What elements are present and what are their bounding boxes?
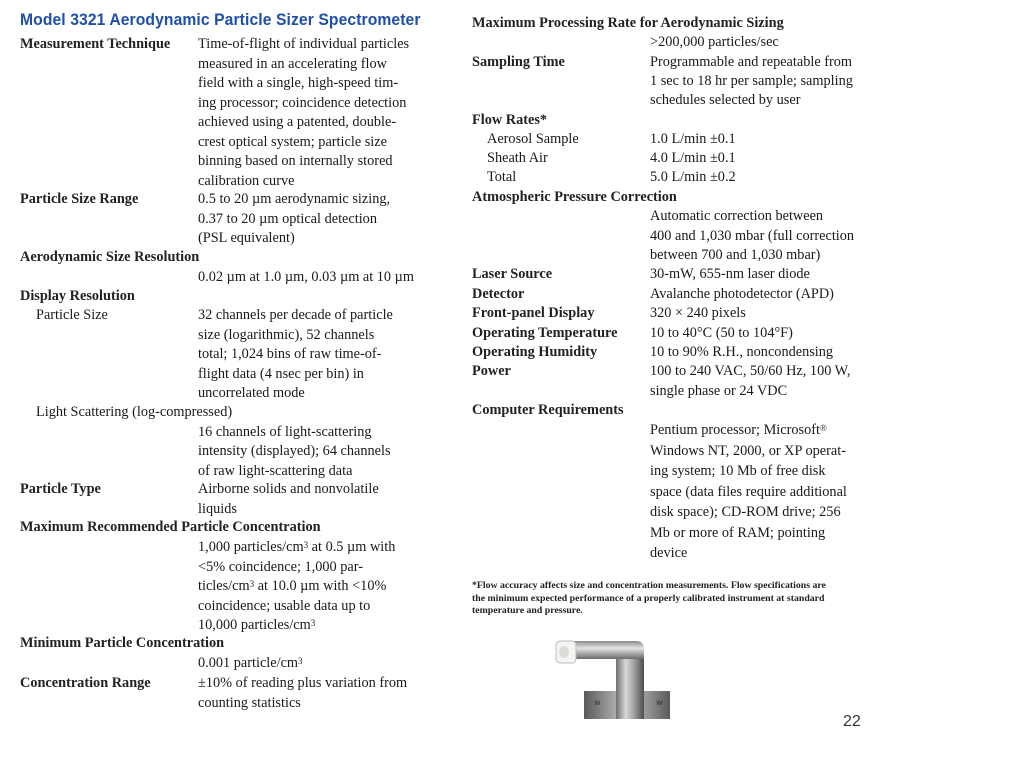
max-concentration-label: Maximum Recommended Particle Concentration xyxy=(20,519,321,535)
spec-value-line: Windows NT, 2000, or XP operat- xyxy=(650,442,846,459)
spec-value-line: 320 × 240 pixels xyxy=(650,305,746,321)
spec-value-line: calibration curve xyxy=(198,172,295,189)
footnote-line: temperature and pressure. xyxy=(472,605,583,616)
footnote-line: *Flow accuracy affects size and concentration measurements. Flow specifications are xyxy=(472,580,826,591)
spec-value-line: achieved using a patented, double- xyxy=(198,114,397,130)
svg-text:w: w xyxy=(594,698,601,707)
particle-size-label: Particle Size xyxy=(36,307,108,323)
spec-value-line: measured in an accelerating flow xyxy=(198,55,387,72)
spec-value-line: crest optical system; particle size xyxy=(198,133,387,150)
spec-value-line: 1.0 L/min ±0.1 xyxy=(650,131,736,147)
page-number: 22 xyxy=(843,713,861,730)
spec-value-line: 1 sec to 18 hr per sample; sampling xyxy=(650,73,853,89)
operating-humidity-label: Operating Humidity xyxy=(472,344,598,360)
spec-value-line: coincidence; usable data up to xyxy=(198,597,371,614)
spec-value-line: 0.37 to 20 µm optical detection xyxy=(198,210,377,227)
particle-type-label: Particle Type xyxy=(20,481,101,497)
spec-value-line: intensity (displayed); 64 channels xyxy=(198,443,391,459)
spec-value-line: 0.5 to 20 µm aerodynamic sizing, xyxy=(198,191,391,207)
spec-value-line: 10 to 40°C (50 to 104°F) xyxy=(650,324,793,341)
spec-value-line: >200,000 particles/sec xyxy=(650,34,779,50)
spec-value-line: field with a single, high-speed tim- xyxy=(198,75,399,91)
spec-value-line: binning based on internally stored xyxy=(198,153,393,169)
spec-value-line: 32 channels per decade of particle xyxy=(198,307,393,323)
spec-value-line: schedules selected by user xyxy=(650,92,801,108)
max-rate-label: Maximum Processing Rate for Aerodynamic Sizing xyxy=(472,15,784,31)
spec-value-line: 100 to 240 VAC, 50/60 Hz, 100 W, xyxy=(650,363,851,379)
spec-value-line: ing processor; coincidence detection xyxy=(198,94,407,111)
spec-value-line: Pentium processor; Microsoft® xyxy=(650,422,827,438)
light-scattering-label: Light Scattering (log-compressed) xyxy=(36,404,233,420)
spec-value-line: Airborne solids and nonvolatile xyxy=(198,481,379,497)
spec-value-line: 30-mW, 655-nm laser diode xyxy=(650,266,810,282)
laser-source-label: Laser Source xyxy=(472,266,553,282)
spec-value-line: 4.0 L/min ±0.1 xyxy=(650,150,736,166)
aerosol-sample-label: Aerosol Sample xyxy=(487,131,579,147)
spec-value-line: Avalanche photodetector (APD) xyxy=(650,285,834,302)
spec-value-line: Programmable and repeatable from xyxy=(650,54,853,70)
spec-value-line: of raw light-scattering data xyxy=(198,462,353,479)
spec-value-line: <5% coincidence; 1,000 par- xyxy=(198,558,363,575)
instrument-inlet-photo xyxy=(550,635,680,719)
spec-value-line: device xyxy=(650,545,688,561)
flow-footnote xyxy=(472,580,892,618)
computer-requirements-label: Computer Requirements xyxy=(472,402,624,418)
spec-value-line: total; 1,024 bins of raw time-of- xyxy=(198,346,382,362)
total-flow-label: Total xyxy=(487,169,517,185)
spec-value-line: 16 channels of light-scattering xyxy=(198,423,372,440)
sheath-air-label: Sheath Air xyxy=(487,150,548,166)
spec-value-line: (PSL equivalent) xyxy=(198,230,295,246)
spec-value-line: 1,000 particles/$cm^3$ at 0.5 µm with xyxy=(198,539,396,555)
spec-value-line: 0.001 particle/$cm^3$ xyxy=(198,655,303,671)
operating-temperature-label: Operating Temperature xyxy=(472,324,618,341)
front-panel-display-label: Front-panel Display xyxy=(472,305,595,321)
spec-value-line: Time-of-flight of individual particles xyxy=(198,36,410,52)
spec-value-line: between 700 and 1,030 mbar) xyxy=(650,247,821,263)
spec-value-line: single phase or 24 VDC xyxy=(650,382,788,399)
spec-value-line: flight data (4 nsec per bin) in xyxy=(198,365,364,382)
spec-value-line: 10 to 90% R.H., noncondensing xyxy=(650,344,834,360)
power-label: Power xyxy=(472,363,511,379)
spec-value-line: ±10% of reading plus variation from xyxy=(198,675,408,691)
particle-size-range-label: Particle Size Range xyxy=(20,191,139,207)
measurement-technique-label: Measurement Technique xyxy=(20,36,171,52)
detector-label: Detector xyxy=(472,285,525,302)
spec-value-line: space (data files require additional xyxy=(650,483,847,500)
spec-value-line: 10,000 particles/$cm^3$ xyxy=(198,617,316,633)
spec-value-line: Automatic correction between xyxy=(650,208,824,224)
sampling-time-label: Sampling Time xyxy=(472,54,565,70)
spec-sheet-title: Model 3321 Aerodynamic Particle Sizer Spectrometer xyxy=(20,11,421,29)
min-concentration-label: Minimum Particle Concentration xyxy=(20,635,225,651)
spec-value-line: 5.0 L/min ±0.2 xyxy=(650,169,736,185)
svg-text:w: w xyxy=(656,698,663,707)
display-resolution-label: Display Resolution xyxy=(20,288,135,304)
atm-pressure-label: Atmospheric Pressure Correction xyxy=(472,189,677,205)
spec-value-line: disk space); CD-ROM drive; 256 xyxy=(650,504,841,520)
spec-value-line: ticles/$cm^3$ at 10.0 µm with <10% xyxy=(198,578,387,594)
spec-value-line: uncorrelated mode xyxy=(198,385,305,401)
spec-value-line: size (logarithmic), 52 channels xyxy=(198,326,375,343)
spec-value-line: Mb or more of RAM; pointing xyxy=(650,524,826,541)
spec-value-line: liquids xyxy=(198,500,237,517)
aero-resolution-label: Aerodynamic Size Resolution xyxy=(20,249,200,265)
footnote-line: the minimum expected performance of a properly calibrated instrument at standard xyxy=(472,592,825,604)
concentration-range-label: Concentration Range xyxy=(20,675,151,691)
spec-value-line: 400 and 1,030 mbar (full correction xyxy=(650,227,855,244)
spec-value-line: counting statistics xyxy=(198,694,301,711)
flow-rates-label: Flow Rates* xyxy=(472,112,548,128)
spec-value-line: 0.02 µm at 1.0 µm, 0.03 µm at 10 µm xyxy=(198,268,415,285)
spec-value-line: ing system; 10 Mb of free disk xyxy=(650,463,826,479)
